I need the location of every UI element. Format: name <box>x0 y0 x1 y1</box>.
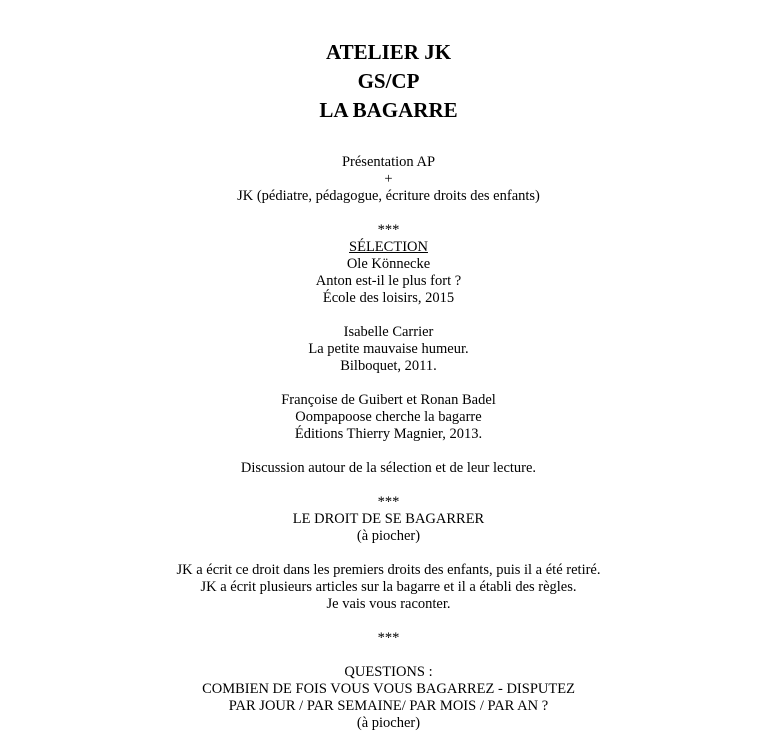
intro-plus: + <box>384 171 393 187</box>
book-publisher: Bilboquet, 2011. <box>340 358 437 374</box>
separator: *** <box>377 630 400 646</box>
separator: *** <box>377 494 400 510</box>
selection-heading: SÉLECTION <box>349 239 428 255</box>
droit-line: JK a écrit plusieurs articles sur la bagarre et il a établi des règles. <box>200 579 577 595</box>
book-author: Françoise de Guibert et Ronan Badel <box>281 392 496 408</box>
droit-heading: LE DROIT DE SE BAGARRER <box>292 511 485 527</box>
title-line-level: GS/CP <box>357 69 420 93</box>
droit-note: (à piocher) <box>356 528 421 544</box>
title-line-atelier: ATELIER JK <box>325 40 452 64</box>
book-author: Ole Könnecke <box>346 256 431 272</box>
questions-line: PAR JOUR / PAR SEMAINE/ PAR MOIS / PAR AN ? <box>228 698 549 714</box>
book-title: La petite mauvaise humeur. <box>308 341 469 357</box>
title-line-theme: LA BAGARRE <box>319 98 458 122</box>
book-author: Isabelle Carrier <box>343 324 434 340</box>
document-body <box>0 154 777 732</box>
book-publisher: École des loisirs, 2015 <box>322 290 455 306</box>
separator: *** <box>377 222 400 238</box>
droit-line: Je vais vous raconter. <box>326 596 451 612</box>
selection-discussion: Discussion autour de la sélection et de leur lecture. <box>240 460 537 476</box>
intro-presentation: Présentation AP <box>341 154 436 170</box>
document-title <box>0 0 777 125</box>
intro-jk: JK (pédiatre, pédagogue, écriture droits des enfants) <box>237 188 540 204</box>
book-publisher: Éditions Thierry Magnier, 2013. <box>294 426 483 442</box>
questions-heading: QUESTIONS : <box>344 664 433 680</box>
questions-note: (à piocher) <box>356 715 421 731</box>
questions-line: COMBIEN DE FOIS VOUS VOUS BAGARREZ - DISPUTEZ <box>202 681 575 697</box>
droit-line: JK a écrit ce droit dans les premiers droits des enfants, puis il a été retiré. <box>176 562 601 578</box>
book-title: Oompapoose cherche la bagarre <box>295 409 482 425</box>
book-title: Anton est-il le plus fort ? <box>315 273 462 289</box>
